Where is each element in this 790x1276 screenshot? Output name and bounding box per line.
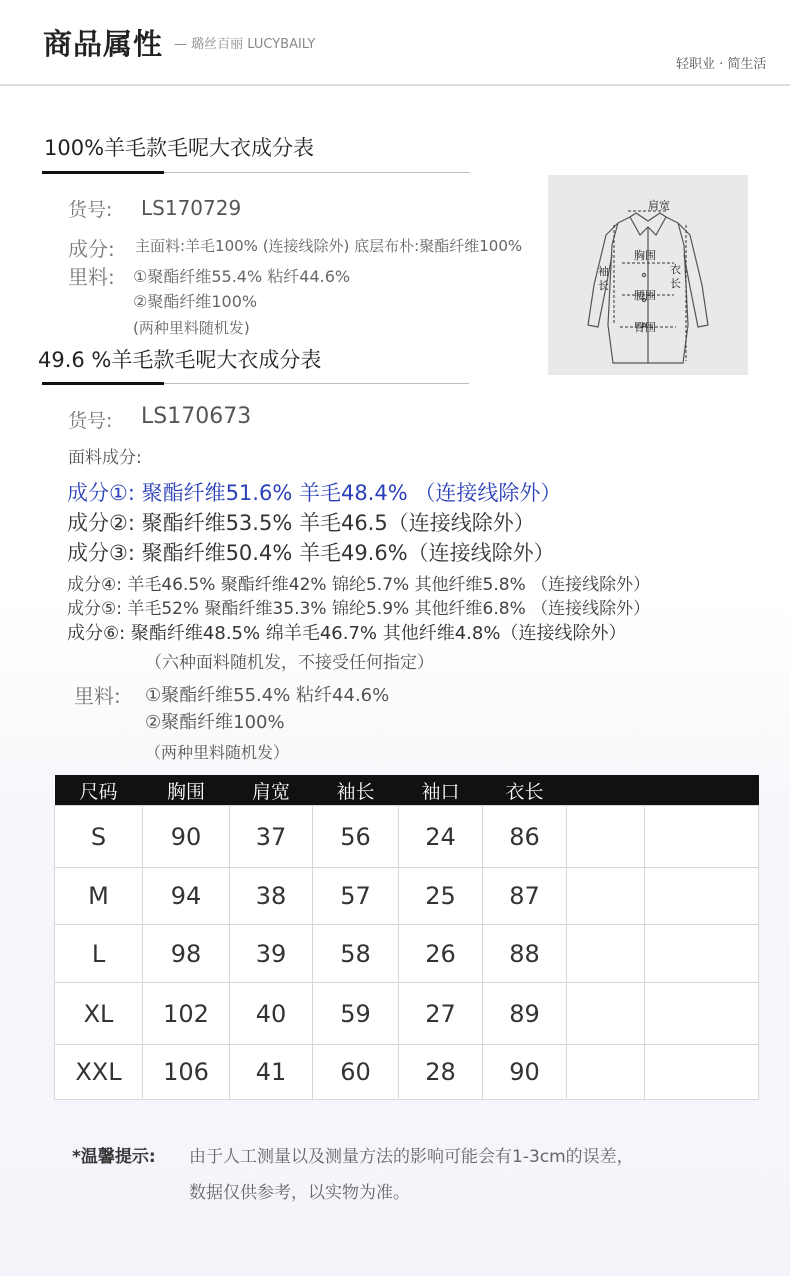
header-chest: 胸围 [143,775,230,806]
table-cell [567,925,645,983]
table-cell: 26 [399,925,483,983]
table-cell: 41 [230,1045,313,1100]
section2-lining2: ②聚酯纤维100% [145,712,285,733]
table-cell: 40 [230,983,313,1045]
diagram-hip-label: 臀围 [634,321,656,334]
section2-comp2: 成分②: 聚酯纤维53.5% 羊毛46.5（连接线除外） [67,511,535,535]
table-cell: 60 [313,1045,399,1100]
table-row [55,1045,759,1100]
table-cell [567,1045,645,1100]
section2-lining1: ①聚酯纤维55.4% 粘纤44.6% [145,685,390,706]
section1-title: 100%羊毛款毛呢大衣成分表 [44,136,315,160]
table-cell [567,806,645,868]
table-cell: 39 [230,925,313,983]
diagram-shoulder-label: 肩宽 [648,199,670,212]
section2-rule-accent [42,382,164,385]
brand-tagline: 轻职业 · 简生活 [676,57,767,72]
table-row [55,868,759,925]
diagram-length-label-a: 衣 [670,263,681,276]
section2-fabric-note: （六种面料随机发，不接受任何指定） [145,653,434,673]
diagram-sleeve-label-b: 长 [598,279,609,292]
section2-comp6: 成分⑥: 聚酯纤维48.5% 绵羊毛46.7% 其他纤维4.8%（连接线除外） [67,623,627,644]
page-title: 商品属性 [43,27,164,61]
table-cell: 38 [230,868,313,925]
section1-comp-line: 主面料:羊毛100% (连接线除外) 底层布朴:聚酯纤维100% [135,237,523,255]
table-cell: 86 [483,806,567,868]
table-cell: 87 [483,868,567,925]
size-table-header [55,775,759,806]
table-cell: 24 [399,806,483,868]
table-cell: 56 [313,806,399,868]
header-empty [645,775,759,806]
table-cell: 88 [483,925,567,983]
section1-sku: LS170729 [141,196,242,220]
table-cell: S [55,806,143,868]
table-cell: 90 [483,1045,567,1100]
section1-comp-label: 成分: [68,237,115,261]
table-cell: 57 [313,868,399,925]
table-cell: 28 [399,1045,483,1100]
coat-measurement-diagram [548,175,748,375]
table-row [55,806,759,868]
section2-lining-label: 里料: [74,684,121,708]
tip-line1: 由于人工测量以及测量方法的影响可能会有1-3cm的误差， [189,1147,634,1167]
section2-title: 49.6 %羊毛款毛呢大衣成分表 [38,348,322,372]
table-cell [567,868,645,925]
header-length: 衣长 [483,775,567,806]
table-cell: 90 [143,806,230,868]
diagram-chest-label: 胸围 [634,249,656,262]
table-cell [645,1045,759,1100]
section2-comp5: 成分⑤: 羊毛52% 聚酯纤维35.3% 锦纶5.9% 其他纤维6.8% （连接线除外） [67,599,651,619]
section1-lining-note: (两种里料随机发) [133,319,250,337]
section2-comp1: 成分①: 聚酯纤维51.6% 羊毛48.4% （连接线除外） [67,481,562,505]
table-cell [645,925,759,983]
header-size: 尺码 [55,775,143,806]
header-divider [0,84,790,86]
header-empty [567,775,645,806]
table-cell [645,868,759,925]
section2-comp3: 成分③: 聚酯纤维50.4% 羊毛49.6%（连接线除外） [67,541,555,565]
header-sleeve-length: 袖长 [313,775,399,806]
section1-sku-label: 货号: [68,199,113,221]
section2-sku-label: 货号: [68,410,113,432]
table-row [55,983,759,1045]
section2-lining-note: （两种里料随机发） [145,743,290,762]
table-cell: L [55,925,143,983]
section1-lining-label: 里料: [68,265,115,289]
tip-line2: 数据仅供参考，以实物为准。 [189,1183,410,1203]
table-cell: 27 [399,983,483,1045]
table-cell [645,806,759,868]
section2-comp4: 成分④: 羊毛46.5% 聚酯纤维42% 锦纶5.7% 其他纤维5.8% （连接线除外） [67,575,651,595]
table-cell: 25 [399,868,483,925]
table-cell: 94 [143,868,230,925]
section1-lining2: ②聚酯纤维100% [133,292,258,311]
header-shoulder: 肩宽 [230,775,313,806]
header-cuff: 袖口 [399,775,483,806]
table-cell: 37 [230,806,313,868]
table-cell: 59 [313,983,399,1045]
table-cell: 106 [143,1045,230,1100]
size-table [54,775,759,1100]
table-row [55,925,759,983]
table-cell: 89 [483,983,567,1045]
table-cell: 98 [143,925,230,983]
table-cell [645,983,759,1045]
table-cell: XL [55,983,143,1045]
section1-rule-accent [42,171,164,174]
table-cell [567,983,645,1045]
tip-label: *温馨提示: [72,1147,156,1167]
diagram-sleeve-label-a: 袖 [598,265,609,278]
section1-lining1: ①聚酯纤维55.4% 粘纤44.6% [133,267,351,286]
brand-subtitle: — 璐丝百丽 LUCYBAILY [174,37,316,52]
table-cell: XXL [55,1045,143,1100]
section2-fabric-label: 面料成分: [68,448,142,468]
table-cell: M [55,868,143,925]
diagram-waist-label: 腰围 [634,289,656,302]
diagram-length-label-b: 长 [670,277,681,290]
table-cell: 58 [313,925,399,983]
section2-sku: LS170673 [141,404,252,429]
table-cell: 102 [143,983,230,1045]
